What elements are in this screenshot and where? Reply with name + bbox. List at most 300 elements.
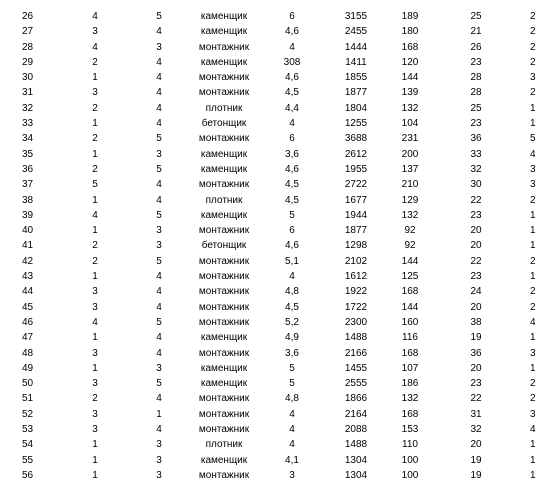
col-g-cell: 104 [401,118,419,130]
table-row [0,316,557,331]
profession-cell: монтажник [198,41,250,53]
col-c-cell: 3 [156,362,162,374]
col-c-cell: 4 [156,271,162,283]
table-row [0,377,557,392]
col-h-cell: 36 [470,347,482,359]
col-h-cell: 38 [470,316,482,328]
table-row [0,209,557,224]
col-g-cell: 137 [401,163,419,175]
col-e-cell: 4 [289,439,295,451]
col-i-cell: 1 [530,362,536,374]
profession-cell: каменщик [200,26,248,38]
col-e-cell: 6 [289,133,295,145]
col-h-cell: 20 [470,240,482,252]
col-e-cell: 4 [289,41,295,53]
col-b-cell: 3 [92,301,98,313]
col-c-cell: 4 [156,301,162,313]
col-b-cell: 4 [92,11,98,22]
row-number-cell: 37 [22,179,34,191]
col-f-cell: 1304 [344,454,368,466]
row-number-cell: 45 [22,301,34,313]
table-row [0,239,557,254]
col-c-cell: 3 [156,439,162,451]
col-b-cell: 3 [92,286,98,298]
profession-cell: плотник [205,194,243,206]
col-e-cell: 3,6 [285,347,299,359]
col-c-cell: 5 [156,255,162,267]
col-c-cell: 3 [156,41,162,53]
col-g-cell: 210 [401,179,419,191]
col-g-cell: 107 [401,362,419,374]
col-i-cell: 2 [530,286,536,298]
col-g-cell: 153 [401,424,419,436]
col-g-cell: 144 [401,255,419,267]
row-number-cell: 34 [22,133,34,145]
table-row [0,25,557,40]
col-i-cell: 2 [530,255,536,267]
profession-cell: каменщик [200,454,248,466]
col-g-cell: 120 [401,56,419,68]
col-f-cell: 1488 [344,332,368,344]
profession-cell: монтажник [198,255,250,267]
col-g-cell: 100 [401,454,419,466]
col-i-cell: 2 [530,301,536,313]
col-c-cell: 5 [156,209,162,221]
profession-cell: монтажник [198,87,250,99]
col-c-cell: 4 [156,87,162,99]
table-row [0,102,557,117]
table-row [0,163,557,178]
col-b-cell: 3 [92,378,98,390]
col-b-cell: 1 [92,439,98,451]
row-number-cell: 31 [22,87,34,99]
col-h-cell: 22 [470,194,482,206]
row-number-cell: 33 [22,118,34,130]
col-i-cell: 4 [530,148,536,160]
col-c-cell: 5 [156,163,162,175]
col-e-cell: 4,6 [285,163,299,175]
col-i-cell: 2 [530,87,536,99]
col-c-cell: 4 [156,102,162,114]
row-number-cell: 35 [22,148,34,160]
table-row [0,347,557,362]
col-h-cell: 28 [470,87,482,99]
col-c-cell: 4 [156,194,162,206]
col-g-cell: 180 [401,26,419,38]
col-g-cell: 129 [401,194,419,206]
row-number-cell: 43 [22,271,34,283]
row-number-cell: 44 [22,286,34,298]
col-c-cell: 1 [156,408,162,420]
col-g-cell: 200 [401,148,419,160]
col-g-cell: 168 [401,347,419,359]
col-g-cell: 110 [402,439,418,451]
col-b-cell: 3 [92,424,98,436]
col-g-cell: 116 [402,332,418,344]
col-b-cell: 5 [92,179,98,191]
col-e-cell: 5 [289,362,295,374]
col-f-cell: 2088 [344,424,368,436]
col-i-cell: 5 [530,133,536,145]
col-h-cell: 19 [470,332,482,344]
col-h-cell: 25 [470,11,482,22]
profession-cell: бетонщик [201,118,247,130]
col-h-cell: 30 [470,179,482,191]
col-f-cell: 1444 [344,41,368,53]
col-f-cell: 1411 [345,56,367,68]
col-e-cell: 3,6 [285,148,299,160]
col-f-cell: 1255 [344,118,368,130]
col-h-cell: 20 [470,301,482,313]
table-row [0,71,557,86]
col-b-cell: 1 [92,225,98,237]
col-e-cell: 4,5 [285,87,299,99]
col-h-cell: 24 [470,286,482,298]
col-b-cell: 2 [92,56,98,68]
col-e-cell: 5,1 [285,255,299,267]
col-i-cell: 3 [530,347,536,359]
profession-cell: каменщик [200,163,248,175]
row-number-cell: 51 [22,393,34,405]
row-number-cell: 50 [22,378,34,390]
profession-cell: каменщик [200,362,248,374]
col-g-cell: 189 [401,11,419,22]
profession-cell: бетонщик [201,240,247,252]
profession-cell: каменщик [200,56,248,68]
table-row [0,454,557,469]
table-row [0,178,557,193]
col-g-cell: 144 [401,301,419,313]
col-i-cell: 2 [530,56,536,68]
col-h-cell: 23 [470,118,482,130]
col-h-cell: 28 [470,72,482,84]
col-b-cell: 3 [92,87,98,99]
col-g-cell: 132 [401,102,419,114]
profession-cell: монтажник [198,301,250,313]
table-row [0,408,557,423]
table-row [0,301,557,316]
col-f-cell: 2166 [344,347,368,359]
row-number-cell: 32 [22,102,34,114]
row-number-cell: 36 [22,163,34,175]
col-c-cell: 5 [156,133,162,145]
col-f-cell: 1488 [344,439,368,451]
col-e-cell: 4 [289,408,295,420]
col-g-cell: 100 [401,469,419,481]
col-e-cell: 4,6 [285,72,299,84]
col-f-cell: 2164 [344,408,368,420]
col-c-cell: 5 [156,11,162,22]
col-e-cell: 5 [289,378,295,390]
table-row [0,392,557,407]
col-g-cell: 168 [401,41,419,53]
col-f-cell: 1944 [344,209,368,221]
col-g-cell: 186 [401,378,419,390]
table-row [0,423,557,438]
col-g-cell: 92 [404,240,416,252]
col-b-cell: 3 [92,347,98,359]
col-e-cell: 4,1 [285,454,299,466]
col-b-cell: 1 [92,72,98,84]
col-h-cell: 22 [470,393,482,405]
profession-cell: каменщик [200,11,248,22]
row-number-cell: 30 [22,72,34,84]
row-number-cell: 54 [22,439,34,451]
col-f-cell: 2455 [344,26,368,38]
col-c-cell: 4 [156,332,162,344]
col-i-cell: 1 [530,454,536,466]
table-row [0,331,557,346]
row-number-cell: 39 [22,209,34,221]
col-f-cell: 1804 [344,102,368,114]
table-row [0,41,557,56]
col-g-cell: 125 [401,271,419,283]
col-c-cell: 4 [156,286,162,298]
profession-cell: плотник [205,102,243,114]
col-i-cell: 1 [530,469,536,481]
col-f-cell: 3688 [344,133,368,145]
col-h-cell: 32 [470,163,482,175]
col-e-cell: 4 [289,424,295,436]
col-f-cell: 1304 [344,469,368,481]
col-g-cell: 168 [401,408,419,420]
col-c-cell: 4 [156,26,162,38]
profession-cell: монтажник [198,408,250,420]
col-e-cell: 4,8 [285,286,299,298]
col-e-cell: 4,5 [285,179,299,191]
col-f-cell: 3155 [344,11,368,22]
profession-cell: монтажник [198,133,250,145]
col-f-cell: 1298 [344,240,368,252]
col-e-cell: 4,5 [285,194,299,206]
table-row [0,438,557,453]
row-number-cell: 28 [22,41,34,53]
col-f-cell: 1677 [344,194,368,206]
col-c-cell: 3 [156,240,162,252]
col-i-cell: 1 [530,118,536,130]
col-h-cell: 22 [470,255,482,267]
row-number-cell: 38 [22,194,34,206]
col-b-cell: 4 [92,41,98,53]
col-c-cell: 4 [156,56,162,68]
col-i-cell: 1 [530,225,536,237]
col-f-cell: 1612 [344,271,368,283]
col-e-cell: 6 [289,11,295,22]
col-e-cell: 3 [289,469,295,481]
col-f-cell: 2102 [344,255,368,267]
col-i-cell: 3 [530,408,536,420]
profession-cell: монтажник [198,424,250,436]
col-e-cell: 4,6 [285,240,299,252]
col-g-cell: 132 [401,209,419,221]
col-b-cell: 1 [92,118,98,130]
col-f-cell: 1866 [344,393,368,405]
table-row [0,56,557,71]
col-b-cell: 1 [92,332,98,344]
row-number-cell: 46 [22,316,34,328]
col-f-cell: 1877 [344,225,368,237]
row-number-cell: 42 [22,255,34,267]
col-g-cell: 132 [401,393,419,405]
row-number-cell: 52 [22,408,34,420]
col-b-cell: 3 [92,26,98,38]
col-g-cell: 160 [401,316,419,328]
col-i-cell: 2 [530,378,536,390]
row-number-cell: 29 [22,56,34,68]
col-b-cell: 1 [92,454,98,466]
col-b-cell: 1 [92,271,98,283]
col-h-cell: 23 [470,209,482,221]
col-c-cell: 3 [156,454,162,466]
col-b-cell: 1 [92,362,98,374]
col-g-cell: 139 [401,87,419,99]
profession-cell: монтажник [198,271,250,283]
col-b-cell: 2 [92,102,98,114]
table-row [0,148,557,163]
col-c-cell: 4 [156,424,162,436]
col-i-cell: 1 [530,439,536,451]
col-i-cell: 3 [530,179,536,191]
table-row [0,117,557,132]
col-h-cell: 32 [470,424,482,436]
col-i-cell: 2 [530,41,536,53]
col-f-cell: 2722 [344,179,368,191]
col-i-cell: 3 [530,72,536,84]
row-number-cell: 53 [22,424,34,436]
col-e-cell: 4 [289,118,295,130]
col-i-cell: 1 [530,240,536,252]
col-f-cell: 2555 [344,378,368,390]
col-i-cell: 2 [530,11,536,22]
table-row [0,132,557,147]
profession-cell: каменщик [200,148,248,160]
col-h-cell: 21 [470,26,482,38]
col-b-cell: 2 [92,393,98,405]
col-h-cell: 20 [470,362,482,374]
col-f-cell: 1877 [344,87,368,99]
col-c-cell: 4 [156,179,162,191]
col-b-cell: 2 [92,255,98,267]
row-number-cell: 27 [22,26,34,38]
col-h-cell: 19 [470,454,482,466]
col-b-cell: 1 [92,148,98,160]
col-h-cell: 19 [470,469,482,481]
col-e-cell: 4,6 [285,26,299,38]
col-f-cell: 2300 [344,316,368,328]
col-f-cell: 1855 [344,72,368,84]
col-i-cell: 1 [530,271,536,283]
col-e-cell: 4,4 [285,102,299,114]
col-i-cell: 3 [530,163,536,175]
col-c-cell: 4 [156,118,162,130]
col-f-cell: 1922 [344,286,368,298]
col-i-cell: 1 [530,209,536,221]
table-row [0,224,557,239]
col-c-cell: 3 [156,148,162,160]
col-e-cell: 4,5 [285,301,299,313]
col-h-cell: 23 [470,271,482,283]
col-c-cell: 5 [156,316,162,328]
col-c-cell: 3 [156,225,162,237]
col-h-cell: 31 [470,408,482,420]
col-b-cell: 4 [92,209,98,221]
row-number-cell: 56 [22,469,34,481]
table-row [0,362,557,377]
col-h-cell: 36 [470,133,482,145]
col-h-cell: 23 [470,378,482,390]
profession-cell: монтажник [198,316,250,328]
col-i-cell: 2 [530,194,536,206]
profession-cell: плотник [205,439,243,451]
col-e-cell: 4,9 [285,332,299,344]
profession-cell: монтажник [198,347,250,359]
col-b-cell: 3 [92,408,98,420]
col-h-cell: 20 [470,439,482,451]
col-b-cell: 1 [92,469,98,481]
data-table [0,10,557,484]
col-f-cell: 1955 [344,163,368,175]
table-row [0,255,557,270]
col-c-cell: 3 [156,469,162,481]
table-row [0,10,557,25]
col-g-cell: 168 [401,286,419,298]
table-row [0,194,557,209]
profession-cell: монтажник [198,179,250,191]
row-number-cell: 40 [22,225,34,237]
row-number-cell: 55 [22,454,34,466]
col-i-cell: 1 [530,102,536,114]
col-h-cell: 20 [470,225,482,237]
col-i-cell: 4 [530,316,536,328]
col-c-cell: 4 [156,347,162,359]
profession-cell: монтажник [198,72,250,84]
table-row [0,86,557,101]
col-b-cell: 4 [92,316,98,328]
col-h-cell: 23 [470,56,482,68]
col-c-cell: 4 [156,393,162,405]
profession-cell: монтажник [198,393,250,405]
col-e-cell: 308 [283,56,301,68]
col-b-cell: 1 [92,194,98,206]
row-number-cell: 47 [22,332,34,344]
col-g-cell: 144 [401,72,419,84]
profession-cell: монтажник [198,286,250,298]
col-e-cell: 6 [289,225,295,237]
col-h-cell: 33 [470,148,482,160]
col-c-cell: 5 [156,378,162,390]
col-h-cell: 25 [470,102,482,114]
col-e-cell: 4,8 [285,393,299,405]
profession-cell: каменщик [200,209,248,221]
col-e-cell: 4 [289,271,295,283]
col-e-cell: 5 [289,209,295,221]
col-f-cell: 1455 [344,362,368,374]
col-i-cell: 2 [530,393,536,405]
row-number-cell: 41 [22,240,34,252]
col-i-cell: 2 [530,26,536,38]
profession-cell: каменщик [200,378,248,390]
col-i-cell: 4 [530,424,536,436]
table-row [0,285,557,300]
table-row [0,270,557,285]
col-e-cell: 5,2 [285,316,299,328]
col-h-cell: 26 [470,41,482,53]
col-g-cell: 231 [401,133,419,145]
table-row [0,469,557,484]
col-f-cell: 1722 [344,301,368,313]
profession-cell: монтажник [198,225,250,237]
col-i-cell: 1 [530,332,536,344]
